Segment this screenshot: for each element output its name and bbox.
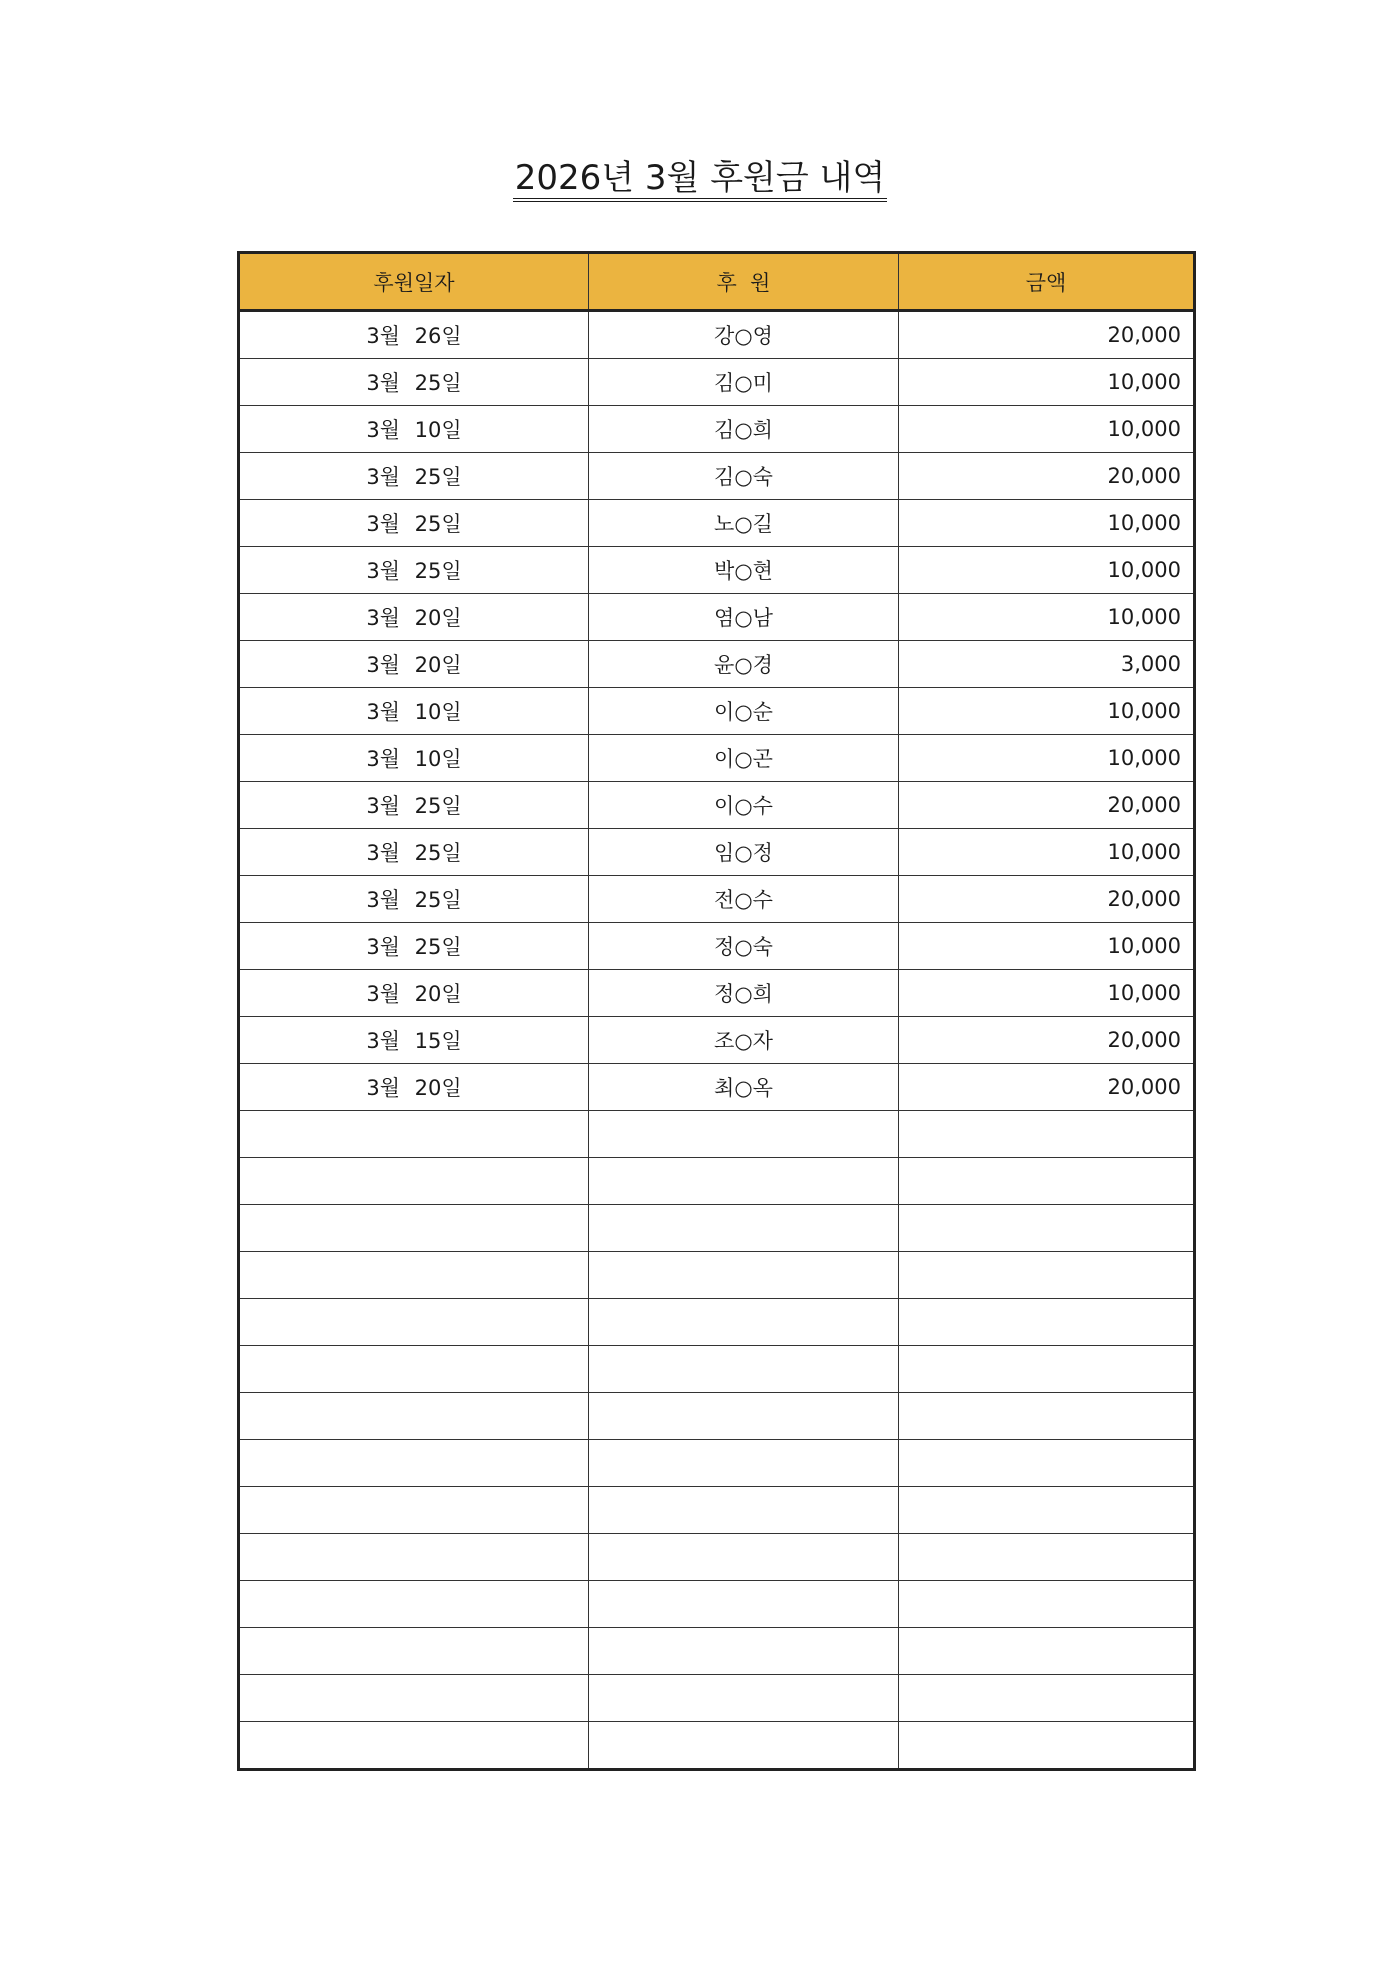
table-row [239, 359, 1195, 406]
cell-donor [589, 1440, 899, 1487]
table-row [239, 735, 1195, 782]
cell-donor: 강○영 [589, 311, 899, 359]
cell-donor [589, 1628, 899, 1675]
cell-date [239, 1346, 589, 1393]
cell-date: 3월 25일 [239, 876, 589, 923]
cell-donor: 정○숙 [589, 923, 899, 970]
cell-amount [899, 1534, 1195, 1581]
table-row [239, 876, 1195, 923]
table-row [239, 829, 1195, 876]
cell-donor [589, 1581, 899, 1628]
cell-date: 3월 10일 [239, 406, 589, 453]
cell-date: 3월 10일 [239, 688, 589, 735]
cell-amount: 20,000 [899, 1017, 1195, 1064]
cell-donor: 조○자 [589, 1017, 899, 1064]
cell-date: 3월 25일 [239, 500, 589, 547]
cell-donor: 이○수 [589, 782, 899, 829]
cell-date: 3월 20일 [239, 641, 589, 688]
table-row [239, 1581, 1195, 1628]
cell-donor [589, 1299, 899, 1346]
table-row [239, 500, 1195, 547]
table-header-row [239, 253, 1195, 311]
cell-date [239, 1440, 589, 1487]
cell-date [239, 1299, 589, 1346]
cell-donor [589, 1111, 899, 1158]
cell-date: 3월 25일 [239, 829, 589, 876]
table-row [239, 311, 1195, 359]
table-row [239, 1299, 1195, 1346]
donation-table [237, 251, 1196, 1771]
cell-donor [589, 1675, 899, 1722]
cell-amount: 10,000 [899, 923, 1195, 970]
table-row [239, 1111, 1195, 1158]
cell-donor: 정○희 [589, 970, 899, 1017]
cell-date [239, 1205, 589, 1252]
cell-date [239, 1111, 589, 1158]
cell-donor: 염○남 [589, 594, 899, 641]
cell-date [239, 1252, 589, 1299]
cell-amount [899, 1111, 1195, 1158]
cell-date: 3월 25일 [239, 359, 589, 406]
cell-amount: 10,000 [899, 688, 1195, 735]
cell-amount [899, 1346, 1195, 1393]
table-row [239, 1064, 1195, 1111]
header-amount: 금액 [899, 253, 1195, 311]
table-row [239, 547, 1195, 594]
cell-amount [899, 1393, 1195, 1440]
table-row [239, 406, 1195, 453]
cell-donor [589, 1534, 899, 1581]
table-row [239, 782, 1195, 829]
cell-donor: 박○현 [589, 547, 899, 594]
cell-date [239, 1534, 589, 1581]
cell-amount: 10,000 [899, 547, 1195, 594]
cell-donor: 김○희 [589, 406, 899, 453]
cell-donor: 최○옥 [589, 1064, 899, 1111]
cell-date [239, 1158, 589, 1205]
cell-date [239, 1487, 589, 1534]
cell-donor: 이○곤 [589, 735, 899, 782]
cell-donor: 김○미 [589, 359, 899, 406]
cell-amount [899, 1252, 1195, 1299]
table-row [239, 1487, 1195, 1534]
cell-amount: 20,000 [899, 311, 1195, 359]
cell-donor [589, 1393, 899, 1440]
table-row [239, 1534, 1195, 1581]
cell-amount: 20,000 [899, 876, 1195, 923]
table-row [239, 594, 1195, 641]
table-row [239, 1158, 1195, 1205]
cell-donor [589, 1205, 899, 1252]
table-row [239, 688, 1195, 735]
table-row [239, 1017, 1195, 1064]
cell-donor [589, 1158, 899, 1205]
cell-amount [899, 1440, 1195, 1487]
table-row [239, 1722, 1195, 1770]
cell-date: 3월 25일 [239, 782, 589, 829]
cell-date [239, 1393, 589, 1440]
cell-date [239, 1628, 589, 1675]
cell-amount [899, 1581, 1195, 1628]
cell-date: 3월 25일 [239, 453, 589, 500]
cell-donor [589, 1487, 899, 1534]
table-row [239, 1393, 1195, 1440]
cell-amount: 10,000 [899, 829, 1195, 876]
cell-date: 3월 26일 [239, 311, 589, 359]
cell-date: 3월 20일 [239, 1064, 589, 1111]
table-row [239, 453, 1195, 500]
cell-date [239, 1722, 589, 1770]
cell-donor: 윤○경 [589, 641, 899, 688]
cell-donor [589, 1346, 899, 1393]
header-donor: 후 원 [589, 253, 899, 311]
cell-amount: 20,000 [899, 453, 1195, 500]
cell-donor: 김○숙 [589, 453, 899, 500]
cell-date: 3월 20일 [239, 970, 589, 1017]
cell-amount: 10,000 [899, 970, 1195, 1017]
cell-amount: 10,000 [899, 359, 1195, 406]
cell-amount: 10,000 [899, 406, 1195, 453]
cell-amount [899, 1299, 1195, 1346]
cell-donor [589, 1252, 899, 1299]
cell-donor: 전○수 [589, 876, 899, 923]
page-title [0, 156, 1400, 202]
cell-amount: 3,000 [899, 641, 1195, 688]
table-row [239, 1252, 1195, 1299]
cell-date: 3월 20일 [239, 594, 589, 641]
table-body [239, 311, 1195, 1770]
table-row [239, 970, 1195, 1017]
cell-amount: 20,000 [899, 1064, 1195, 1111]
table-row [239, 1205, 1195, 1252]
cell-donor [589, 1722, 899, 1770]
table-row [239, 641, 1195, 688]
cell-amount [899, 1487, 1195, 1534]
header-date: 후원일자 [239, 253, 589, 311]
cell-amount: 20,000 [899, 782, 1195, 829]
cell-donor: 노○길 [589, 500, 899, 547]
cell-amount: 10,000 [899, 594, 1195, 641]
cell-amount: 10,000 [899, 500, 1195, 547]
cell-donor: 임○정 [589, 829, 899, 876]
table-row [239, 1628, 1195, 1675]
cell-amount [899, 1722, 1195, 1770]
table-row [239, 1440, 1195, 1487]
cell-amount [899, 1675, 1195, 1722]
cell-date: 3월 10일 [239, 735, 589, 782]
cell-donor: 이○순 [589, 688, 899, 735]
cell-amount [899, 1628, 1195, 1675]
cell-date [239, 1675, 589, 1722]
table-row [239, 1675, 1195, 1722]
cell-amount [899, 1205, 1195, 1252]
cell-amount [899, 1158, 1195, 1205]
cell-date: 3월 25일 [239, 923, 589, 970]
cell-date: 3월 15일 [239, 1017, 589, 1064]
table-row [239, 923, 1195, 970]
page-title-text: 2026년 3월 후원금 내역 [513, 158, 888, 202]
cell-date: 3월 25일 [239, 547, 589, 594]
cell-amount: 10,000 [899, 735, 1195, 782]
cell-date [239, 1581, 589, 1628]
table-row [239, 1346, 1195, 1393]
